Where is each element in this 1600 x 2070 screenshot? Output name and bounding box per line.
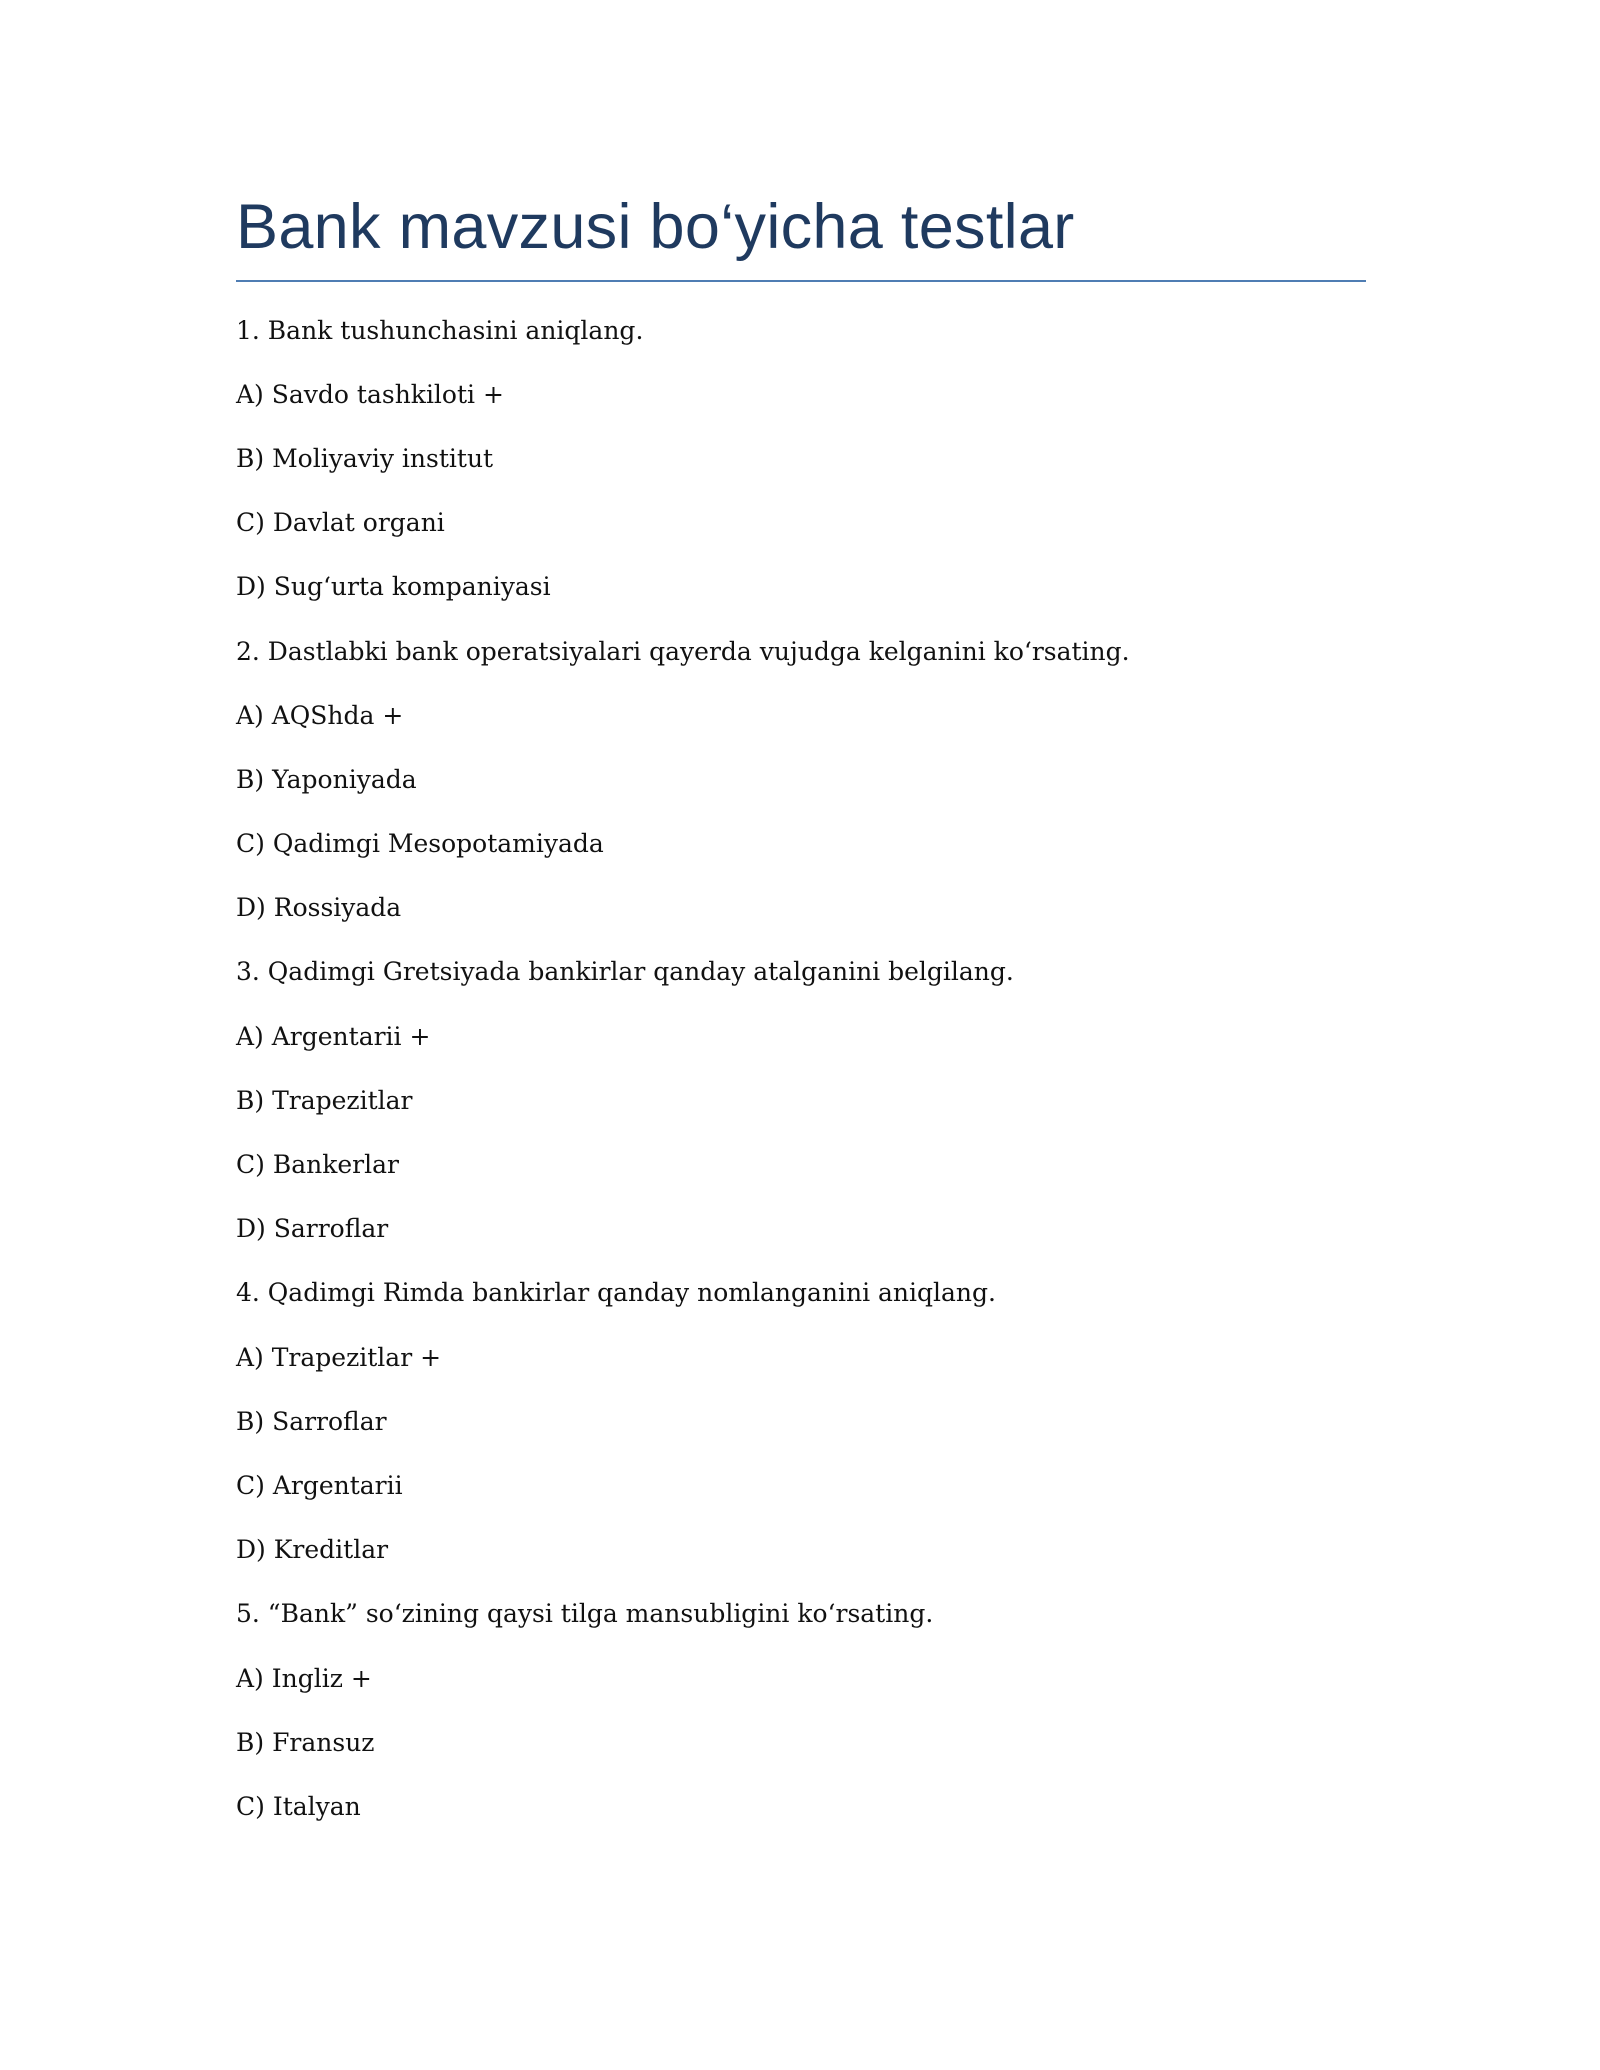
question-text: 5. “Bank” so‘zining qaysi tilga mansubligini ko‘rsating. — [236, 1599, 934, 1629]
answer-option: B) Sarroflar — [236, 1406, 387, 1436]
answer-option: C) Italyan — [236, 1791, 361, 1821]
answer-option: A) Ingliz + — [236, 1663, 372, 1693]
answer-option: C) Qadimgi Mesopotamiyada — [236, 829, 604, 859]
answer-option: A) Savdo tashkiloti + — [236, 379, 504, 409]
answer-option: A) AQShda + — [236, 700, 404, 730]
answer-option: D) Kreditlar — [236, 1535, 389, 1565]
answer-option: B) Trapezitlar — [236, 1085, 413, 1115]
answer-option: D) Rossiyada — [236, 893, 402, 923]
title-divider — [236, 280, 1366, 282]
question-text: 1. Bank tushunchasini aniqlang. — [236, 315, 644, 345]
answer-option: D) Sug‘urta kompaniyasi — [236, 572, 551, 602]
answer-option: B) Yaponiyada — [236, 764, 417, 794]
document-content — [236, 190, 1366, 1856]
question-text: 4. Qadimgi Rimda bankirlar qanday nomlanganini aniqlang. — [236, 1278, 996, 1308]
answer-option: B) Moliyaviy institut — [236, 443, 494, 473]
question-text: 3. Qadimgi Gretsiyada bankirlar qanday atalganini belgilang. — [236, 957, 1014, 987]
answer-option: C) Argentarii — [236, 1470, 403, 1500]
answer-option: C) Davlat organi — [236, 508, 445, 538]
answer-option: B) Fransuz — [236, 1727, 375, 1757]
answer-option: C) Bankerlar — [236, 1150, 399, 1180]
question-text: 2. Dastlabki bank operatsiyalari qayerda vujudga kelganini ko‘rsating. — [236, 636, 1130, 666]
test-lines — [236, 316, 1366, 1857]
answer-option: D) Sarroflar — [236, 1214, 389, 1244]
answer-option: A) Trapezitlar + — [236, 1342, 442, 1372]
answer-option: A) Argentarii + — [236, 1021, 431, 1051]
document-title: Bank mavzusi bo‘yicha testlar — [236, 192, 1075, 262]
